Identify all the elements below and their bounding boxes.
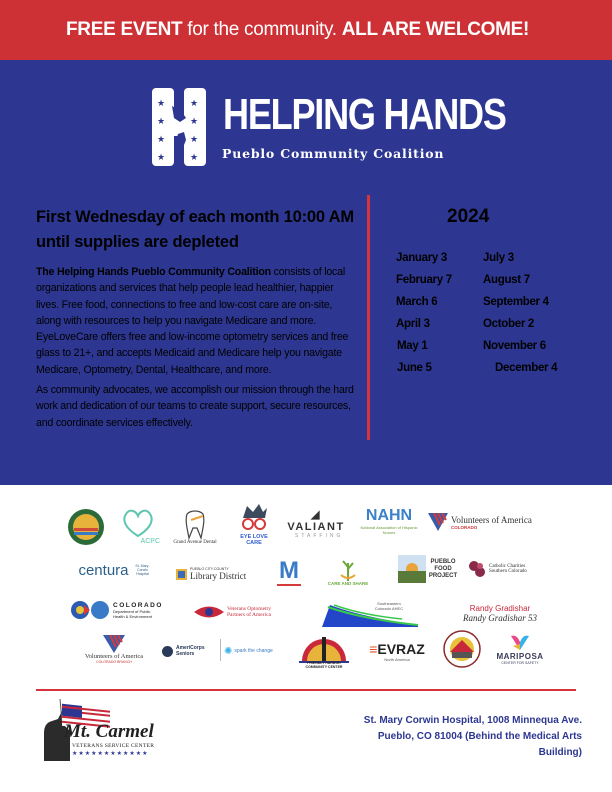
medicare-logo [272,553,306,591]
logo-separator [220,639,221,661]
date-item: February 7 [396,274,452,286]
spark-label: spark the change [234,648,273,654]
svg-text:★: ★ [157,99,166,109]
voa-sub: COLORADO [451,524,478,530]
date-item: January 3 [396,252,447,264]
banner-text [66,19,529,41]
voa-colorado-branch-logo [78,630,150,668]
spark-icon: ✺ [224,645,233,657]
catholic-charities-logo [467,555,542,583]
mariposa-logo [494,629,546,669]
date-item: September 4 [483,296,549,308]
ahec-label: Southeastern Colorado AHEC [374,601,404,611]
catholic-label: Catholic Charities Southern Colorado [489,564,527,574]
mt-carmel-sub: VETERANS SERVICE CENTER [72,743,155,749]
valiant-label: ◢ VALIANT [287,508,345,533]
pueblo-county-seal-logo [442,629,482,669]
svg-text:★: ★ [190,117,199,127]
helping-hands-logo-icon [152,88,206,166]
americorps-label: AmeriCorps Seniors [176,645,205,657]
logo-title: HELPING HANDS [223,90,506,139]
date-item: October 2 [483,318,534,330]
schedule-year: 2024 [447,206,490,227]
description-p1-text: consists of local organizations and services that help people lead healthier, happier lives. Free food, connections to free and low-cost care are on-site, along with resources to help you navigate Medicare and more. EyeLoveCare offers free and low-income optometry services and free glass to 21+, and accepts Medicaid and Medicare help you navigate Medicare, Optometry, Dental, Healthcare, and more. [36,266,349,376]
colorado-label: COLORADO [113,601,163,609]
grand-avenue-label: Grand Avenue Dental [173,539,217,545]
spark-the-change-logo [224,641,286,661]
grand-avenue-dental-logo [166,503,224,551]
library-district-logo [176,563,264,585]
valiant-staffing-logo [281,509,351,537]
partner-logos [0,485,612,685]
date-item: August 7 [483,274,530,286]
description-paragraph-1 [36,264,356,378]
mt-carmel-name: Mt. Carmel [64,721,154,742]
date-item: April 3 [396,318,430,330]
banner-all-welcome: ALL ARE WELCOME! [341,19,530,40]
date-item: November 6 [483,340,546,352]
voa2-sub: COLORADO BRANCH [96,659,132,664]
date-item: June 5 [397,362,432,374]
care-and-share-logo [324,551,372,593]
svg-text:★: ★ [157,135,166,145]
centura-sub: St. Mary-Corwin Hospital [135,564,150,576]
description [36,264,356,431]
friendly-harbor-logo [298,625,350,669]
centura-logo [66,555,166,585]
valiant-sub: STAFFING [295,532,344,539]
horizontal-divider [36,689,576,691]
randy-signature: Randy Gradishar 53 [463,612,537,623]
date-item: May 1 [397,340,428,352]
cdphe-label: Department of Public Health & Environment [113,608,152,619]
pueblo-food-label: PUEBLO FOOD PROJECT [428,558,458,579]
vertical-divider [367,195,370,440]
date-item: March 6 [396,296,438,308]
schedule-headline: First Wednesday of each month 10:00 AM until supplies are depleted [36,208,354,251]
coalition-name: The Helping Hands Pueblo Community Coalition [36,266,271,278]
evraz-label: ≡EVRAZ [369,640,425,657]
mariposa-label: MARIPOSA [496,651,544,661]
library-top: PUEBLO CITY-COUNTY [190,567,229,571]
vet-opt-label: Veterans Optometry Partners of America [227,606,272,618]
mariposa-sub: CENTER FOR SAFETY [501,660,539,665]
voa2-label: Volunteers of America [84,652,144,660]
acpc-label: ACPC [140,537,160,545]
nahn-sub: National Association of Hispanic Nurses [360,525,418,535]
eyelovecare-label: EYE LOVE CARE [240,534,268,546]
care-share-label: CARE AND SHARE [327,580,369,586]
randy-label: Randy Gradishar [469,603,531,613]
voa-label: Volunteers of America [451,514,532,525]
acpc-logo [115,503,160,549]
city-seal-logo [66,507,106,547]
nahn-label: NAHN [365,507,413,524]
randy-gradishar-logo [460,597,540,629]
event-address: St. Mary Corwin Hospital, 1008 Minnequa Ave. Pueblo, CO 81004 (Behind the Medical Arts Building) [363,715,582,758]
mt-carmel-logo [36,695,166,763]
banner-community: for the community. [182,19,342,40]
svg-text:★: ★ [190,153,199,163]
date-item: December 4 [495,362,558,374]
nahn-logo [358,499,420,543]
banner-free-event: FREE EVENT [66,19,183,40]
svg-text:★: ★ [190,135,199,145]
svg-text:★: ★ [157,153,166,163]
top-banner [0,0,612,60]
evraz-sub: North America [384,656,410,662]
date-item: July 3 [483,252,514,264]
library-label: Library District [190,571,247,581]
stars-row-icon: ★★★★★★★★★★★★ [72,751,149,757]
veterans-optometry-logo [194,601,288,623]
logo-subtitle: Pueblo Community Coalition [222,146,445,161]
pueblo-food-project-logo [398,553,458,585]
description-paragraph-2: As community advocates, we accomplish our mission through the hard work and dedication of our teams to create support, secure resources, and coordinate services effectively. [36,384,354,429]
voa-colorado-logo [428,509,538,535]
eyelovecare-logo [234,501,274,549]
medicare-m: M [279,557,299,584]
cdphe-logo [70,597,180,623]
centura-label: centura [78,561,129,579]
svg-text:★: ★ [190,99,199,109]
americorps-logo [162,641,218,661]
friendly-label: FRIENDLY HARBOR COMMUNITY CENTER [305,661,343,669]
evraz-logo [366,637,428,665]
svg-text:★: ★ [157,117,166,127]
